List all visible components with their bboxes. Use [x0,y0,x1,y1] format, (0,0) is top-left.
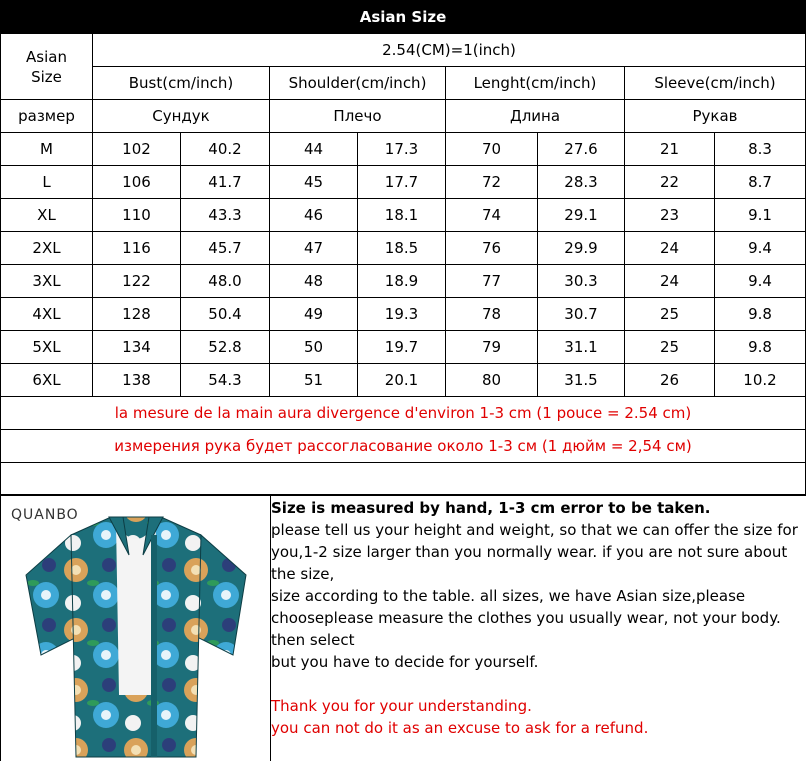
value-cell: 49 [270,298,358,331]
value-cell: 30.7 [538,298,625,331]
value-cell: 17.7 [358,166,446,199]
shirt-image [0,495,271,761]
header-shoulder: Shoulder(cm/inch) [270,67,446,100]
value-cell: 18.1 [358,199,446,232]
value-cell: 20.1 [358,364,446,397]
page-title: Asian Size [0,0,806,33]
header-ru-shoulder: Плечо [270,100,446,133]
desc-line-3: but you have to decide for yourself. [271,653,539,671]
value-cell: 9.4 [715,265,806,298]
value-cell: 29.1 [538,199,625,232]
value-cell: 43.3 [181,199,270,232]
value-cell: 24 [625,232,715,265]
value-cell: 41.7 [181,166,270,199]
value-cell: 8.3 [715,133,806,166]
header-ru-size: размер [1,100,93,133]
value-cell: 44 [270,133,358,166]
size-cell: XL [1,199,93,232]
value-cell: 19.7 [358,331,446,364]
desc-thanks: Thank you for your understanding. [271,697,532,715]
value-cell: 70 [446,133,538,166]
header-ru-sleeve: Рукав [625,100,806,133]
value-cell: 25 [625,298,715,331]
header-length: Lenght(cm/inch) [446,67,625,100]
value-cell: 27.6 [538,133,625,166]
size-cell: M [1,133,93,166]
brand-logo: QUANBO [11,507,79,523]
value-cell: 138 [93,364,181,397]
header-ru-bust: Сундук [93,100,270,133]
value-cell: 128 [93,298,181,331]
value-cell: 29.9 [538,232,625,265]
value-cell: 21 [625,133,715,166]
value-cell: 9.1 [715,199,806,232]
size-cell: 6XL [1,364,93,397]
value-cell: 47 [270,232,358,265]
table-row [1,232,806,265]
value-cell: 31.5 [538,364,625,397]
value-cell: 18.5 [358,232,446,265]
size-cell: 5XL [1,331,93,364]
table-row [1,166,806,199]
value-cell: 28.3 [538,166,625,199]
desc-line-2: size according to the table. all sizes, we have Asian size,please chooseplease measure the clothes you usually wear, not your body. then select [271,587,781,649]
table-row [1,133,806,166]
value-cell: 10.2 [715,364,806,397]
value-cell: 17.3 [358,133,446,166]
header-ru-length: Длина [446,100,625,133]
value-cell: 18.9 [358,265,446,298]
desc-heading: Size is measured by hand, 1-3 cm error to be taken. [271,499,711,517]
header-sleeve: Sleeve(cm/inch) [625,67,806,100]
size-cell: 4XL [1,298,93,331]
description [271,497,803,739]
shirt-illustration [1,495,270,761]
value-cell: 48.0 [181,265,270,298]
value-cell: 79 [446,331,538,364]
value-cell: 116 [93,232,181,265]
bottom-section [0,494,805,763]
note-russian: измерения рука будет рассогласование около 1-3 см (1 дюйм = 2,54 см) [1,430,806,463]
note-french: la mesure de la main aura divergence d'environ 1-3 cm (1 pouce = 2.54 cm) [1,397,806,430]
value-cell: 50.4 [181,298,270,331]
conversion-label: 2.54(CM)=1(inch) [93,34,806,67]
value-cell: 8.7 [715,166,806,199]
value-cell: 19.3 [358,298,446,331]
size-table [0,33,806,496]
value-cell: 48 [270,265,358,298]
value-cell: 54.3 [181,364,270,397]
desc-refund: you can not do it as an excuse to ask for a refund. [271,719,649,737]
value-cell: 26 [625,364,715,397]
value-cell: 110 [93,199,181,232]
value-cell: 134 [93,331,181,364]
value-cell: 22 [625,166,715,199]
value-cell: 77 [446,265,538,298]
empty-row [1,463,806,496]
value-cell: 50 [270,331,358,364]
value-cell: 46 [270,199,358,232]
value-cell: 51 [270,364,358,397]
value-cell: 74 [446,199,538,232]
table-row [1,298,806,331]
value-cell: 25 [625,331,715,364]
value-cell: 45 [270,166,358,199]
value-cell: 45.7 [181,232,270,265]
size-cell: 3XL [1,265,93,298]
value-cell: 122 [93,265,181,298]
value-cell: 9.4 [715,232,806,265]
value-cell: 52.8 [181,331,270,364]
table-row [1,331,806,364]
value-cell: 9.8 [715,298,806,331]
value-cell: 106 [93,166,181,199]
table-row [1,364,806,397]
size-cell: L [1,166,93,199]
asian-size-label: Asian Size [1,34,93,100]
value-cell: 80 [446,364,538,397]
value-cell: 23 [625,199,715,232]
value-cell: 72 [446,166,538,199]
value-cell: 78 [446,298,538,331]
size-cell: 2XL [1,232,93,265]
value-cell: 9.8 [715,331,806,364]
desc-line-1: please tell us your height and weight, so that we can offer the size for you,1-2 size larger than you normally wear. if you are not sure about the size, [271,521,798,583]
value-cell: 24 [625,265,715,298]
value-cell: 31.1 [538,331,625,364]
value-cell: 76 [446,232,538,265]
table-row [1,265,806,298]
header-bust: Bust(cm/inch) [93,67,270,100]
value-cell: 30.3 [538,265,625,298]
value-cell: 40.2 [181,133,270,166]
table-row [1,199,806,232]
value-cell: 102 [93,133,181,166]
